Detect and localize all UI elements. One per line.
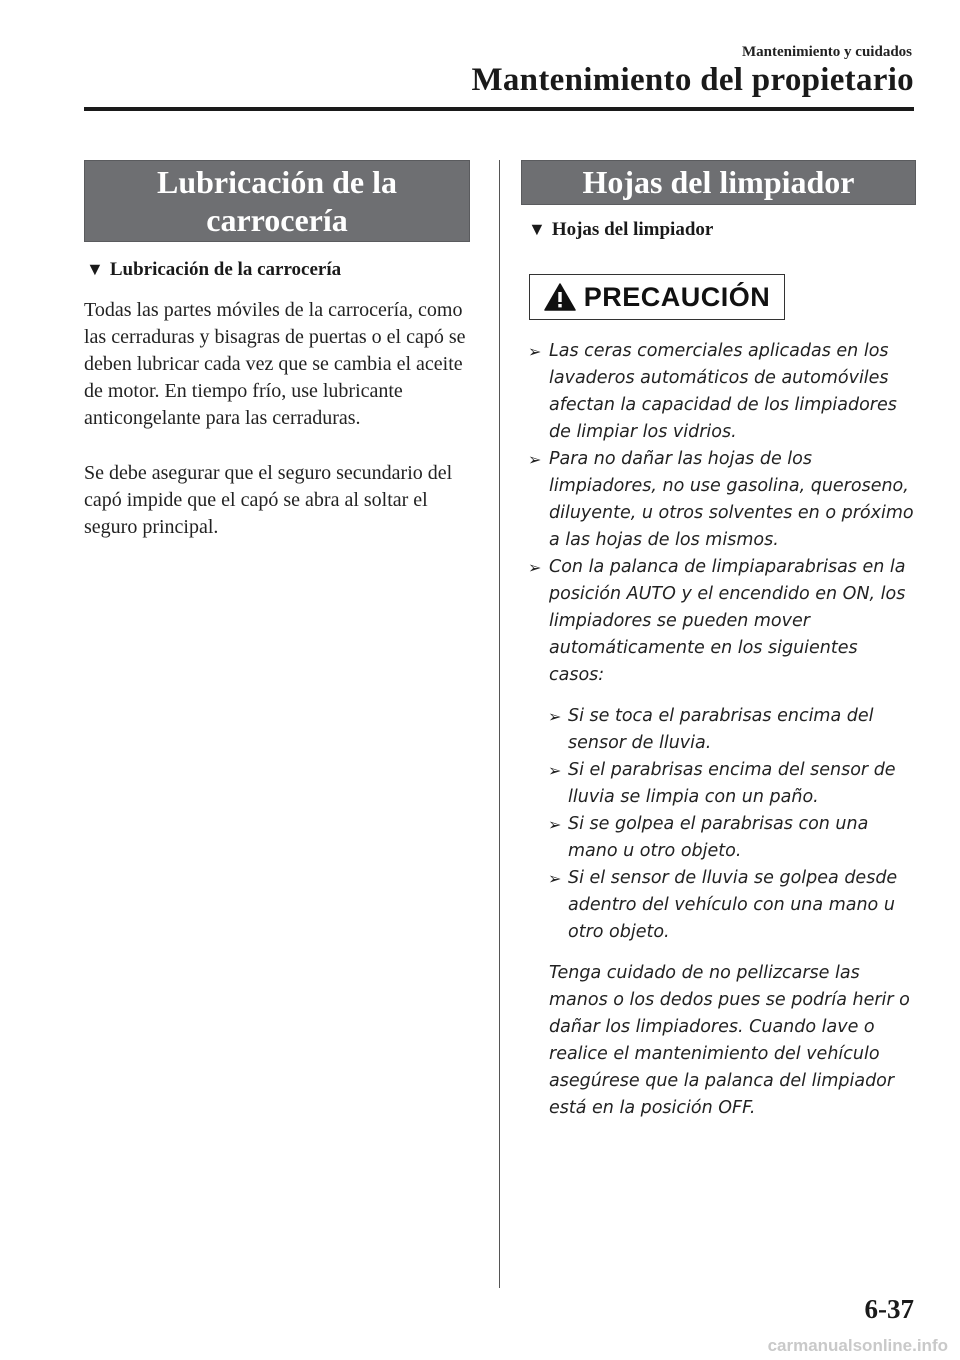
column-divider [499, 160, 500, 1288]
list-item: ➢ Si se toca el parabrisas encima del sensor de lluvia. [548, 703, 916, 757]
arrow-right-icon: ➢ [548, 761, 562, 780]
header-rule [84, 107, 914, 111]
list-item: ➢ Si el sensor de lluvia se golpea desde adentro del vehículo con una mano u otro objeto. [548, 865, 916, 946]
subheading-wiper-blades [528, 219, 713, 241]
list-item: ➢ Si el parabrisas encima del sensor de lluvia se limpia con un paño. [548, 757, 916, 811]
section-banner-wiper-blades: Hojas del limpiador [521, 160, 916, 205]
warning-icon [544, 283, 576, 311]
list-item: ➢ Las ceras comerciales aplicadas en los lavaderos automáticos de automóviles afectan la capacidad de los limpiadores de limpiar los vidrios. [528, 338, 916, 446]
header-chapter-title: Mantenimiento del propietario [471, 62, 914, 98]
caution-list [528, 338, 916, 1122]
lubrication-body [84, 297, 476, 569]
arrow-right-icon: ➢ [528, 558, 542, 577]
page-number: 6-37 [864, 1294, 914, 1324]
caution-box [529, 274, 785, 320]
paragraph: Todas las partes móviles de la carrocería, como las cerraduras y bisagras de puertas o el capó se deben lubricar cada vez que se cambia el aceite de motor. En tiempo frío, use lubricante anticongelante para las cerraduras. [84, 299, 466, 429]
watermark: carmanualsonline.info [767, 1336, 948, 1355]
subheading-lubrication-text: Lubricación de la carrocería [109, 259, 342, 280]
arrow-right-icon: ➢ [528, 450, 542, 469]
header-section-title: Mantenimiento y cuidados [741, 44, 912, 60]
list-item: ➢ Con la palanca de limpiaparabrisas en la posición AUTO y el encendido en ON, los limpiadores se pueden mover automáticamente en los siguientes casos: [528, 554, 916, 689]
paragraph: Se debe asegurar que el seguro secundario del capó impide que el capó se abra al soltar el seguro principal. [84, 462, 453, 538]
list-item: ➢ Para no dañar las hojas de los limpiadores, no use gasolina, queroseno, diluyente, u otros solventes en o próximo a las hojas de los mismos. [528, 446, 916, 554]
arrow-right-icon: ➢ [548, 707, 562, 726]
caution-label: PRECAUCIÓN [583, 281, 771, 312]
triangle-down-icon: ▼ [528, 219, 546, 239]
arrow-right-icon: ➢ [528, 342, 542, 361]
closing-paragraph: Tenga cuidado de no pellizcarse las manos o los dedos pues se podría herir o dañar los limpiadores. Cuando lave o realice el mantenimiento del vehículo asegúrese que la palanca del limpiador está en la posición OFF. [549, 963, 910, 1118]
list-item: ➢ Si se golpea el parabrisas con una mano u otro objeto. [548, 811, 916, 865]
arrow-right-icon: ➢ [548, 815, 562, 834]
subheading-wiper-blades-text: Hojas del limpiador [551, 219, 714, 240]
arrow-right-icon: ➢ [548, 869, 562, 888]
sub-list [528, 703, 916, 946]
subheading-lubrication [86, 259, 341, 281]
triangle-down-icon: ▼ [86, 259, 104, 279]
section-banner-lubrication: Lubricación de la carrocería [84, 160, 470, 242]
